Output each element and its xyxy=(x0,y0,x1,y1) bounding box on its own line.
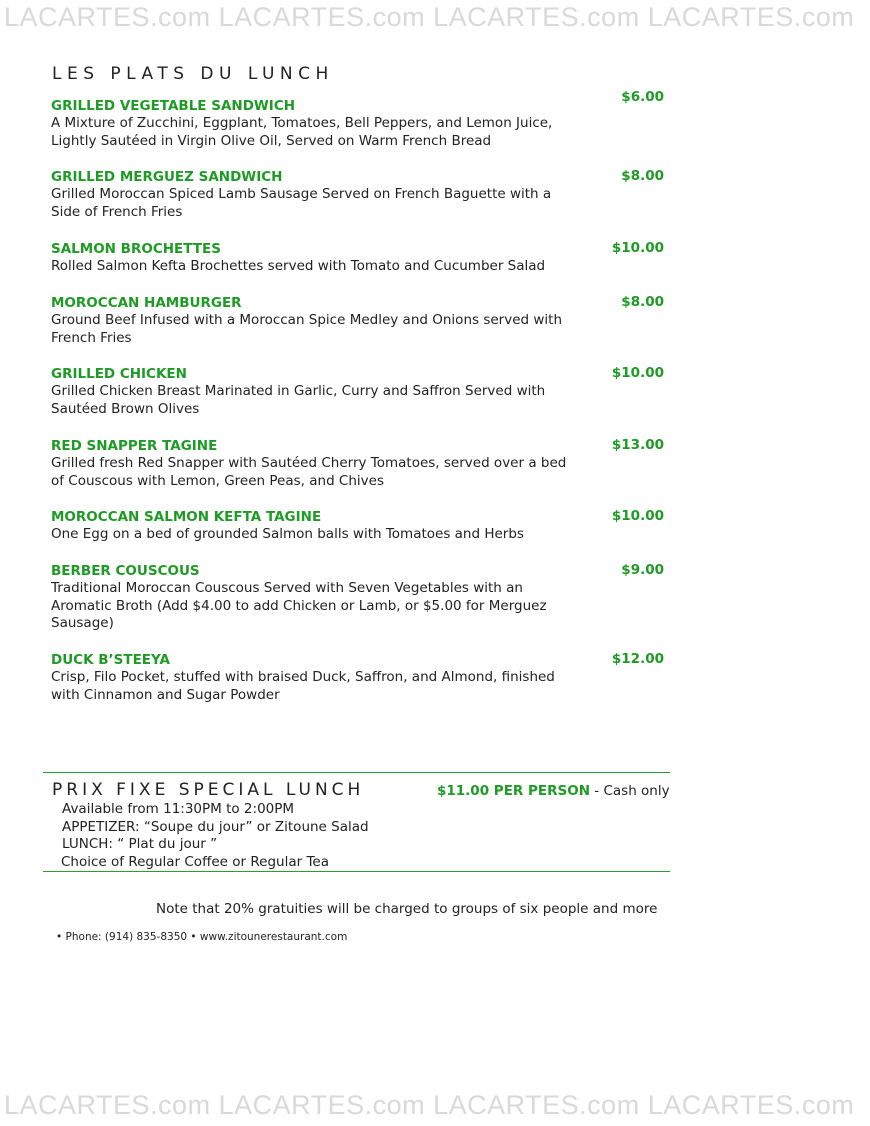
divider-bottom xyxy=(43,871,670,872)
menu-item xyxy=(51,508,666,544)
menu-item xyxy=(51,89,666,150)
item-price: $10.00 xyxy=(611,365,664,381)
item-name: BERBER COUSCOUS xyxy=(51,563,200,579)
item-description: Ground Beef Infused with a Moroccan Spice Medley and Onions served with French Fries xyxy=(51,312,563,346)
watermark-top: LACARTES.com LACARTES.com LACARTES.com LACARTES.com xyxy=(4,2,855,32)
menu-item xyxy=(51,240,666,276)
item-price: $6.00 xyxy=(621,89,664,105)
item-price: $8.00 xyxy=(621,294,664,310)
menu-item xyxy=(51,651,666,704)
item-name: DUCK B’STEEYA xyxy=(51,652,170,668)
item-name: SALMON BROCHETTES xyxy=(51,241,221,257)
item-name: GRILLED CHICKEN xyxy=(51,366,187,382)
item-description: Traditional Moroccan Couscous Served with Seven Vegetables with an Aromatic Broth (Add $4.00 to add Chicken or Lamb, or $5.00 for Merguez Sausage) xyxy=(51,580,547,631)
menu-item xyxy=(51,294,666,347)
gratuity-note: Note that 20% gratuities will be charged to groups of six people and more xyxy=(156,901,658,917)
item-name: RED SNAPPER TAGINE xyxy=(51,438,218,454)
item-name: GRILLED MERGUEZ SANDWICH xyxy=(51,169,283,185)
prix-fixe-line: Choice of Regular Coffee or Regular Tea xyxy=(61,853,329,870)
item-price: $10.00 xyxy=(611,240,664,256)
item-name: MOROCCAN SALMON KEFTA TAGINE xyxy=(51,509,322,525)
prix-fixe-line: LUNCH: “ Plat du jour ” xyxy=(62,836,218,852)
item-name: MOROCCAN HAMBURGER xyxy=(51,295,242,311)
item-price: $13.00 xyxy=(611,437,664,453)
item-description: One Egg on a bed of grounded Salmon balls with Tomatoes and Herbs xyxy=(51,526,524,542)
item-description: Crisp, Filo Pocket, stuffed with braised Duck, Saffron, and Almond, finished with Cinnamon and Sugar Powder xyxy=(51,669,555,703)
prix-fixe-line: APPETIZER: “Soupe du jour” or Zitoune Salad xyxy=(62,818,369,835)
item-description: Grilled Moroccan Spiced Lamb Sausage Served on French Baguette with a Side of French Fries xyxy=(51,186,552,220)
contact-info: • Phone: (914) 835-8350 • www.zitounerestaurant.com xyxy=(56,931,348,943)
item-description: A Mixture of Zucchini, Eggplant, Tomatoes, Bell Peppers, and Lemon Juice, Lightly Sautéed in Virgin Olive Oil, Served on Warm French Bread xyxy=(51,115,553,149)
item-description: Grilled fresh Red Snapper with Sautéed Cherry Tomatoes, served over a bed of Couscous with Lemon, Green Peas, and Chives xyxy=(51,455,567,489)
item-price: $8.00 xyxy=(621,168,664,184)
divider-top xyxy=(43,772,670,773)
menu-item xyxy=(51,437,666,490)
menu-item xyxy=(51,562,666,633)
prix-fixe-line: Available from 11:30PM to 2:00PM xyxy=(62,801,295,817)
item-description: Rolled Salmon Kefta Brochettes served with Tomato and Cucumber Salad xyxy=(51,258,546,274)
item-price: $12.00 xyxy=(611,651,664,667)
prix-fixe-price xyxy=(437,783,670,799)
section-title: LES PLATS DU LUNCH xyxy=(52,64,334,84)
menu-item xyxy=(51,365,666,418)
item-description: Grilled Chicken Breast Marinated in Garlic, Curry and Saffron Served with Sautéed Brown Olives xyxy=(51,383,546,417)
prix-fixe-amount: $11.00 PER PERSON xyxy=(437,783,591,799)
prix-fixe-details xyxy=(62,801,369,871)
item-price: $9.00 xyxy=(621,562,664,578)
prix-fixe-title: PRIX FIXE SPECIAL LUNCH xyxy=(52,780,365,800)
item-name: GRILLED VEGETABLE SANDWICH xyxy=(51,98,296,114)
prix-fixe-payment-note: - Cash only xyxy=(590,783,670,799)
menu-item xyxy=(51,168,666,221)
item-price: $10.00 xyxy=(611,508,664,524)
watermark-bottom: LACARTES.com LACARTES.com LACARTES.com LACARTES.com xyxy=(4,1090,855,1120)
